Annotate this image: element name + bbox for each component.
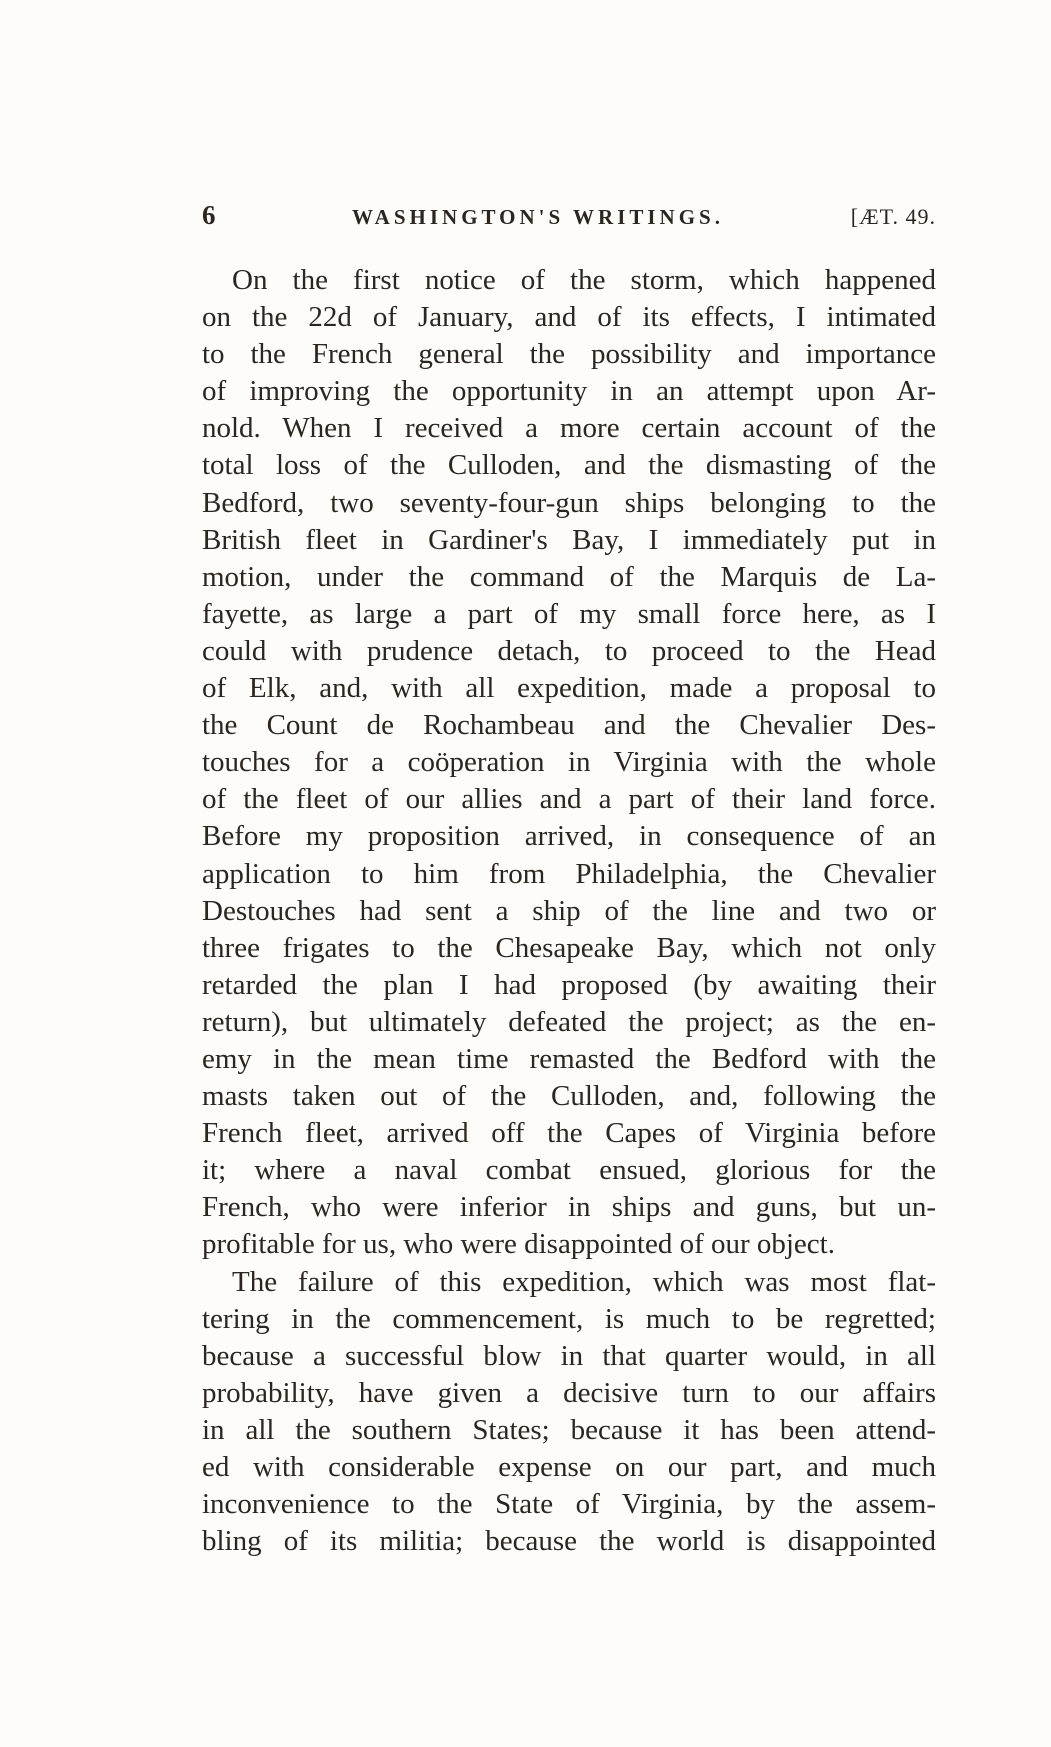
text-line: British fleet in Gardiner's Bay, I immediately put in <box>202 523 936 556</box>
text-line: nold. When I received a more certain account of the <box>202 412 936 445</box>
text-line: three frigates to the Chesapeake Bay, which not only <box>202 931 936 964</box>
text-line: to the French general the possibility and importance <box>202 338 936 371</box>
text-line: touches for a coöperation in Virginia with the whole <box>202 746 936 779</box>
text-line: French fleet, arrived off the Capes of Virginia before <box>202 1117 936 1150</box>
text-line: bling of its militia; because the world is disappointed <box>202 1525 936 1558</box>
text-line: it; where a naval combat ensued, glorious for the <box>202 1154 936 1187</box>
text-line: profitable for us, who were disappointed of our object. <box>202 1228 835 1261</box>
text-line: return), but ultimately defeated the project; as the en- <box>202 1005 936 1038</box>
text-line: probability, have given a decisive turn to our affairs <box>202 1376 936 1409</box>
paragraph-1 <box>202 262 936 1264</box>
text-line: on the 22d of January, and of its effects, I intimated <box>202 301 936 334</box>
text-line: application to him from Philadelphia, the Chevalier <box>202 857 936 890</box>
text-line: masts taken out of the Culloden, and, following the <box>202 1080 936 1113</box>
text-line: French, who were inferior in ships and guns, but un- <box>202 1191 936 1224</box>
text-line: ed with considerable expense on our part, and much <box>202 1451 936 1483</box>
running-title: WASHINGTON'S WRITINGS. <box>352 205 724 229</box>
text-line: the Count de Rochambeau and the Chevalier Des- <box>202 709 936 742</box>
running-head <box>202 200 936 244</box>
text-line: of the fleet of our allies and a part of their land force. <box>202 783 936 816</box>
book-page <box>202 200 936 1560</box>
text-line: retarded the plan I had proposed (by awaiting their <box>202 968 936 1001</box>
text-line: because a successful blow in that quarter would, in all <box>202 1339 936 1372</box>
text-line: in all the southern States; because it has been attend- <box>202 1413 936 1446</box>
text-line: Before my proposition arrived, in consequence of an <box>202 820 936 853</box>
text-line: inconvenience to the State of Virginia, by the assem- <box>202 1488 936 1521</box>
text-line: On the first notice of the storm, which happened <box>232 264 936 296</box>
text-line: fayette, as large a part of my small force here, as I <box>202 597 936 630</box>
text-line: emy in the mean time remasted the Bedford with the <box>202 1042 936 1075</box>
text-line: total loss of the Culloden, and the dismasting of the <box>202 449 936 482</box>
text-line: motion, under the command of the Marquis de La- <box>202 560 936 593</box>
text-line: of Elk, and, with all expedition, made a proposal to <box>202 672 936 705</box>
text-line: Bedford, two seventy-four-gun ships belonging to the <box>202 486 936 519</box>
text-line: of improving the opportunity in an attempt upon Ar- <box>202 375 936 408</box>
text-line: The failure of this expedition, which was most flat- <box>232 1265 936 1298</box>
text-line: tering in the commencement, is much to be regretted; <box>202 1302 936 1335</box>
text-line: Destouches had sent a ship of the line and two or <box>202 894 936 927</box>
page-number: 6 <box>202 200 216 230</box>
text-line: could with prudence detach, to proceed to the Head <box>202 634 936 667</box>
paragraph-2 <box>202 1264 936 1561</box>
age-note: [ÆT. 49. <box>850 204 936 229</box>
